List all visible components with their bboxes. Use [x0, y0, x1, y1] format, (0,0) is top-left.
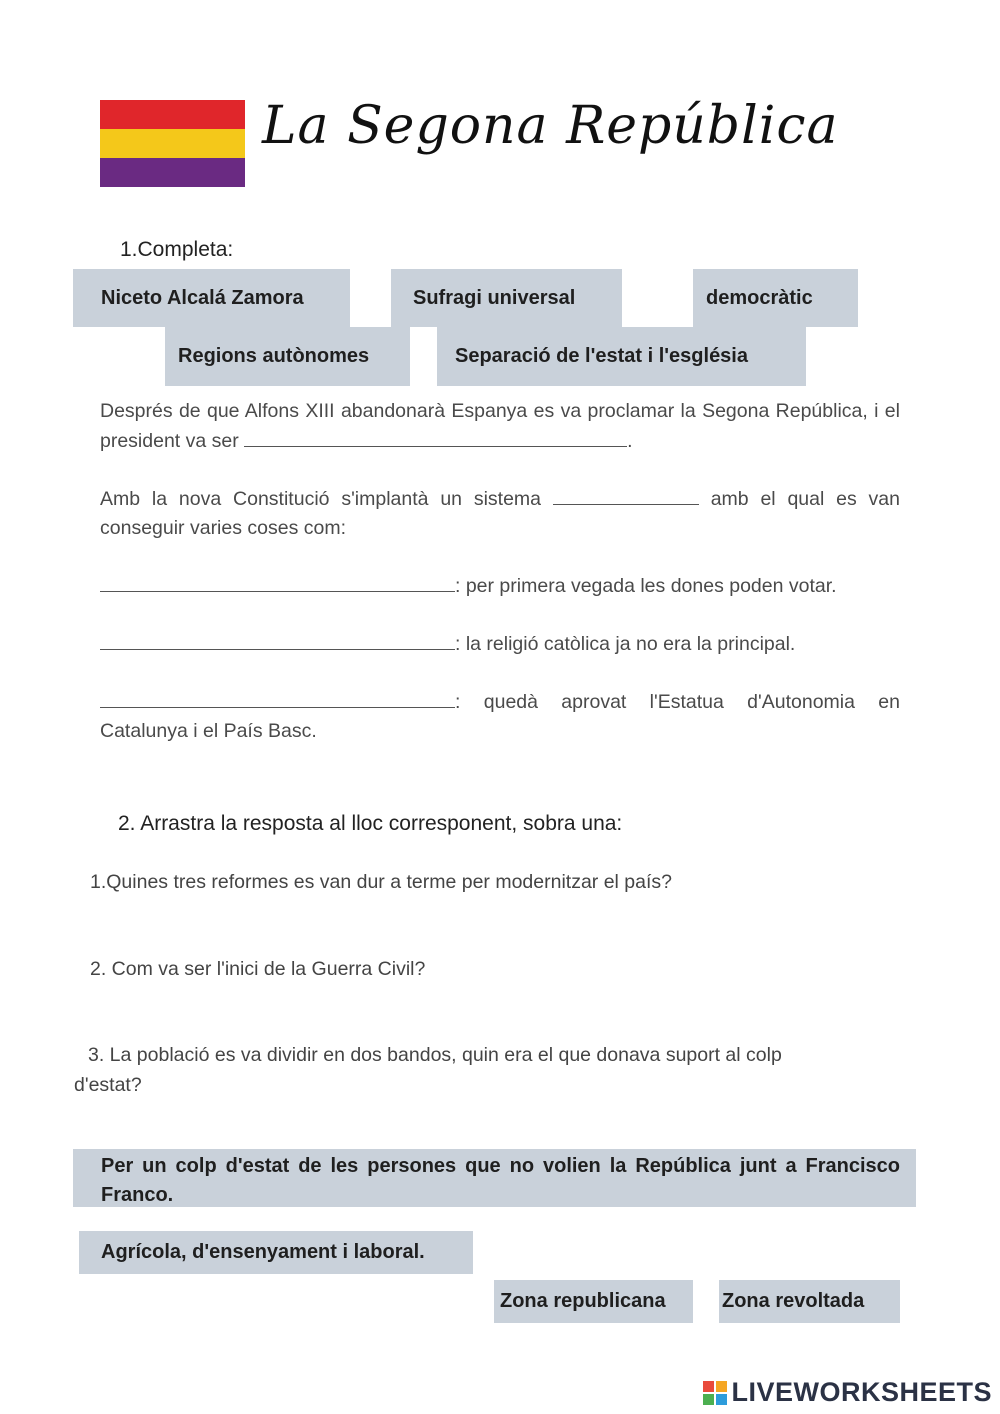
word-chip-niceto[interactable]: Niceto Alcalá Zamora: [73, 269, 350, 327]
item-1-text: : per primera vegada les dones poden votar.: [455, 575, 837, 597]
question-3: [74, 1040, 878, 1100]
item-line-2: [100, 629, 900, 659]
answer-chip-zona-republicana[interactable]: Zona republicana: [494, 1280, 693, 1323]
flag-stripe-red: [100, 100, 245, 129]
page-title: La Segona República: [262, 96, 839, 156]
logo-icon: [703, 1381, 727, 1405]
word-chip-democratic[interactable]: democràtic: [693, 269, 858, 327]
flag-stripe-yellow: [100, 129, 245, 158]
word-chip-separacio[interactable]: Separació de l'estat i l'església: [437, 327, 806, 386]
blank-sistema[interactable]: [553, 484, 699, 505]
item-line-1: [100, 571, 900, 601]
section2-heading: 2. Arrastra la resposta al lloc corresponent, sobra una:: [118, 812, 623, 835]
item-2-text: : la religió catòlica ja no era la principal.: [455, 633, 796, 655]
blank-president[interactable]: [244, 426, 627, 447]
question-3-line-1: 3. La població es va dividir en dos bandos, quin era el que donava suport al colp: [88, 1044, 782, 1066]
paragraph-2: [100, 484, 900, 543]
word-chip-sufragi[interactable]: Sufragi universal: [391, 269, 622, 327]
question-2: 2. Com va ser l'inici de la Guerra Civil?: [90, 958, 426, 980]
answer-chip-reformes[interactable]: Agrícola, d'ensenyament i laboral.: [79, 1231, 473, 1274]
paragraph-1-text: Després de que Alfons XIII abandonarà Espanya es va proclamar la Segona República, i el president va ser: [100, 400, 900, 452]
logo-text: LIVEWORKSHEETS: [731, 1377, 992, 1407]
blank-item-1[interactable]: [100, 571, 455, 592]
word-chip-regions[interactable]: Regions autònomes: [165, 327, 410, 386]
question-3-line-2: d'estat?: [74, 1074, 142, 1096]
section1-heading: 1.Completa:: [120, 238, 234, 261]
answer-chip-zona-revoltada[interactable]: Zona revoltada: [719, 1280, 900, 1323]
blank-item-2[interactable]: [100, 629, 455, 650]
paragraph-2-before: Amb la nova Constitució s'implantà un sistema: [100, 488, 542, 510]
paragraph-1: [100, 397, 900, 456]
question-1: 1.Quines tres reformes es van dur a terme per modernitzar el país?: [90, 871, 673, 893]
item-line-3: [100, 687, 900, 746]
flag-stripe-purple: [100, 158, 245, 187]
blank-item-3[interactable]: [100, 687, 455, 708]
republic-flag: [100, 100, 245, 187]
answer-chip-colp-estat[interactable]: Per un colp d'estat de les persones que no volien la República junt a Francisco Franco.: [73, 1149, 916, 1207]
paragraph-2-after: amb el qual es van conseguir varies coses com:: [100, 488, 901, 539]
liveworksheets-logo[interactable]: [703, 1377, 992, 1408]
paragraph-1-end: .: [627, 430, 633, 452]
item-3-text: : quedà aprovat l'Estatua d'Autonomia en Catalunya i el País Basc.: [100, 691, 900, 742]
